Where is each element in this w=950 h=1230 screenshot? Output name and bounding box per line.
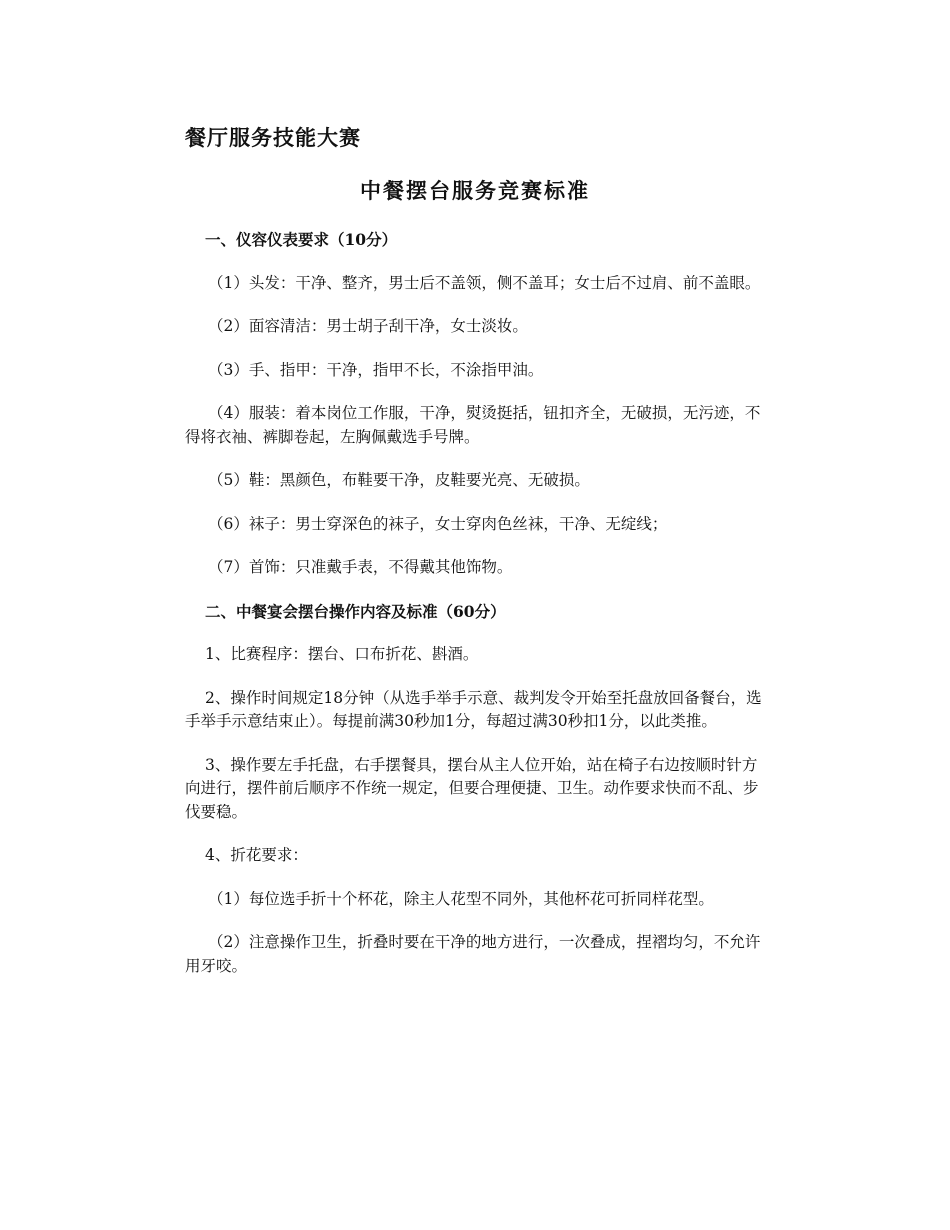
- paragraph-shoes: （5）鞋：黑颜色，布鞋要干净，皮鞋要光亮、无破损。: [208, 471, 590, 489]
- document-title: 餐厅服务技能大赛: [185, 125, 361, 150]
- section-heading-appearance: 一、仪容仪表要求（10分）: [205, 230, 398, 249]
- paragraph-time-rule: 2、操作时间规定18分钟（从选手举手示意、裁判发令开始至托盘放回备餐台，选手举手示意结束止）。每提前满30秒加1分，每超过满30秒扣1分，以此类推。: [185, 688, 762, 730]
- document-body: [185, 228, 765, 998]
- paragraph-jewelry: （7）首饰：只准戴手表，不得戴其他饰物。: [208, 558, 513, 576]
- paragraph-folding-title: 4、折花要求：: [205, 846, 308, 864]
- paragraph-uniform: （4）服装：着本岗位工作服，干净，熨烫挺括，钮扣齐全，无破损，无污迹，不得将衣袖、裤脚卷起，左胸佩戴选手号牌。: [185, 404, 761, 446]
- paragraph-nails: （3）手、指甲：干净，指甲不长，不涂指甲油。: [208, 360, 544, 379]
- paragraph-hair: （1）头发：干净、整齐，男士后不盖领，侧不盖耳；女士后不过肩、前不盖眼。: [208, 273, 761, 292]
- paragraph-folding-hygiene: （2）注意操作卫生，折叠时要在干净的地方进行，一次叠成，捏褶均匀，不允许用牙咬。: [185, 933, 761, 975]
- section-heading-table-setting: 二、中餐宴会摆台操作内容及标准（60分）: [205, 601, 506, 621]
- paragraph-face: （2）面容清洁：男士胡子刮干净，女士淡妆。: [208, 317, 528, 335]
- paragraph-procedure: 1、比赛程序：摆台、口布折花、斟酒。: [205, 645, 479, 663]
- paragraph-operation: 3、操作要左手托盘，右手摆餐具，摆台从主人位开始，站在椅子右边按顺时针方向进行，摆件前后顺序不作统一规定，但要合理便捷、卫生。动作要求快而不乱、步伐要稳。: [185, 755, 759, 821]
- document-subtitle: 中餐摆台服务竞赛标准: [360, 178, 590, 203]
- paragraph-socks: （6）袜子：男士穿深色的袜子，女士穿肉色丝袜，干净、无绽线；: [208, 514, 668, 533]
- paragraph-folding-count: （1）每位选手折十个杯花，除主人花型不同外，其他杯花可折同样花型。: [208, 889, 714, 908]
